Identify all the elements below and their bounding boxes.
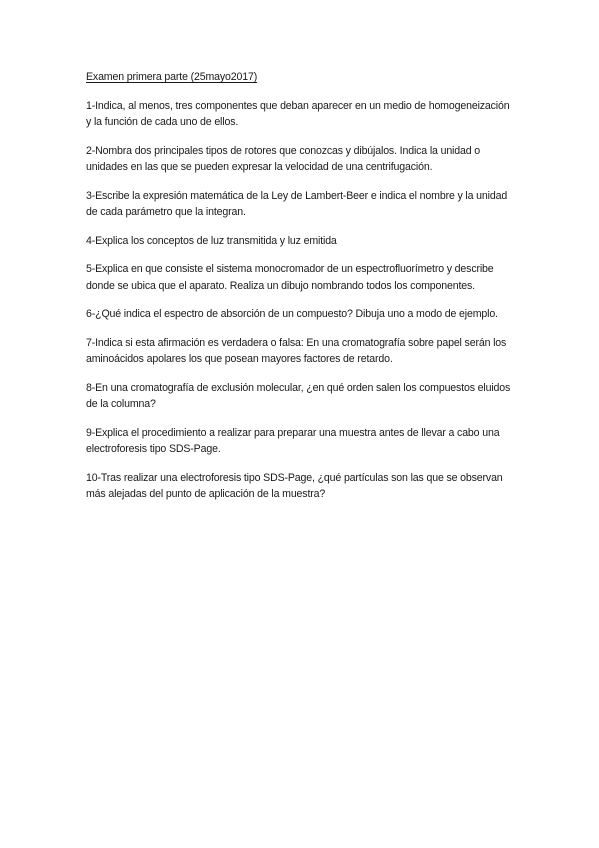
question-6: 6-¿Qué indica el espectro de absorción de un compuesto? Dibuja uno a modo de ejemplo. (86, 308, 498, 320)
question-3: 3-Escribe la expresión matemática de la Ley de Lambert-Beer e indica el nombre y la unidad de cada parámetro que la integran. (86, 189, 508, 218)
exam-content (86, 69, 516, 515)
exam-title: Examen primera parte (25mayo2017) (86, 71, 258, 83)
question-10: 10-Tras realizar una electroforesis tipo SDS-Page, ¿qué partículas son las que se observan más alejadas del punto de aplicación de la muestra? (86, 471, 503, 500)
question-9: 9-Explica el procedimiento a realizar para preparar una muestra antes de llevar a cabo una electroforesis tipo SDS-Page. (86, 426, 500, 455)
question-2: 2-Nombra dos principales tipos de rotores que conozcas y dibújalos. Indica la unidad o unidades en las que se pueden expresar la velocidad de una centrifugación. (86, 144, 481, 173)
question-5: 5-Explica en que consiste el sistema monocromador de un espectrofluorímetro y describe donde se ubica que el aparato. Realiza un dibujo nombrando todos los componentes. (86, 263, 494, 292)
question-4: 4-Explica los conceptos de luz transmitida y luz emitida (86, 234, 337, 247)
question-1: 1-Indica, al menos, tres componentes que deban aparecer en un medio de homogeneización y la función de cada uno de ellos. (86, 99, 510, 128)
question-7: 7-Indica si esta afirmación es verdadera o falsa: En una cromatografía sobre papel serán los aminoácidos apolares los que posean mayores factores de retardo. (86, 336, 507, 365)
question-8: 8-En una cromatografía de exclusión molecular, ¿en qué orden salen los compuestos eluidos de la columna? (86, 381, 511, 410)
